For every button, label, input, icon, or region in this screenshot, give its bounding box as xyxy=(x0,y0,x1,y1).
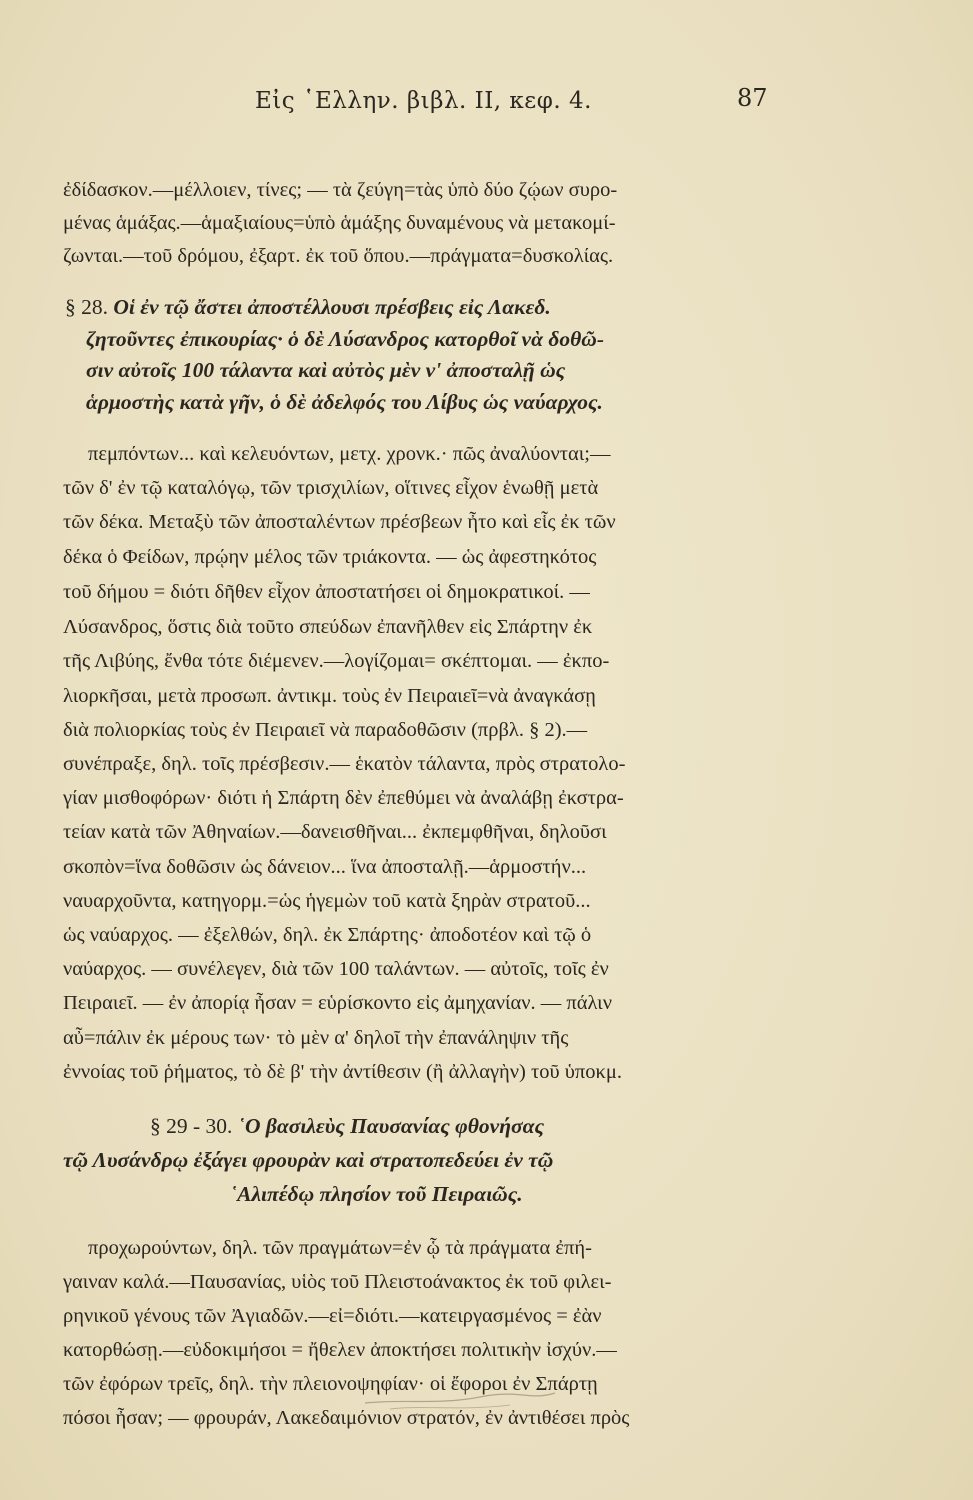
text-line: Πειραιεῖ. — ἐν ἀπορίᾳ ἦσαν = εὑρίσκοντο εἰς ἀμηχανίαν. — πάλιν xyxy=(63,992,612,1014)
text-line: μένας ἁμάξας.—ἁμαξιαίους=ὑπὸ ἁμάξης δυναμένους νὰ μετακομί- xyxy=(63,212,616,234)
running-head: Εἰς ῾Ελλην. βιβλ. II, κεφ. 4. xyxy=(255,88,592,114)
text-line: γαιναν καλά.—Παυσανίας, υἱὸς τοῦ Πλειστοάνακτος ἐκ τοῦ φιλει- xyxy=(63,1271,612,1293)
text-line: διὰ πολιορκίας τοὺς ἐν Πειραιεῖ νὰ παραδοθῶσιν (πρβλ. § 2).— xyxy=(63,719,588,741)
section-number: § 28. xyxy=(65,295,108,319)
heading-text: ῾Ο βασιλεὺς Παυσανίας φθονήσας xyxy=(237,1114,545,1138)
text-line: ἐννοίας τοῦ ῥήματος, τὸ δὲ β' τὴν ἀντίθεσιν (ἢ ἀλλαγὴν) τοῦ ὑποκμ. xyxy=(63,1061,622,1083)
page-header xyxy=(0,84,973,128)
text-line: δέκα ὁ Φείδων, πρῴην μέλος τῶν τριάκοντα. — ὡς ἀφεστηκότος xyxy=(63,546,597,568)
text-line: ναύαρχος. — συνέλεγεν, διὰ τῶν 100 ταλάντων. — αὐτοῖς, τοῖς ἐν xyxy=(63,958,609,980)
text-line: λιορκῆσαι, μετὰ προσωπ. ἀντικμ. τοὺς ἐν Πειραιεῖ=νὰ ἀναγκάσῃ xyxy=(63,685,596,707)
text-line: ὡς ναύαρχος. — ἐξελθών, δηλ. ἐκ Σπάρτης· ἀποδοτέον καὶ τῷ ὁ xyxy=(63,924,592,946)
text-line: συνέπραξε, δηλ. τοῖς πρέσβεσιν.— ἑκατὸν τάλαντα, πρὸς στρατολο- xyxy=(63,753,626,775)
heading-line: τῷ Λυσάνδρῳ ἐξάγει φρουρὰν καὶ στρατοπεδεύει ἐν τῷ xyxy=(63,1148,554,1172)
pencil-scribble xyxy=(360,1375,560,1415)
text-line: ζωνται.—τοῦ δρόμου, ἐξαρτ. ἐκ τοῦ ὅπου.—πράγματα=δυσκολίας. xyxy=(63,245,614,267)
text-line: τοῦ δήμου = διότι δῆθεν εἶχον ἀποστατήσει οἱ δημοκρατικοί. — xyxy=(63,581,590,603)
text-line: τῶν δέκα. Μεταξὺ τῶν ἀποσταλέντων πρέσβεων ἦτο καὶ εἷς ἐκ τῶν xyxy=(63,511,616,533)
text-line: τῶν ἐφόρων τρεῖς, δηλ. τὴν πλειονοψηφίαν· οἱ ἔφοροι ἐν Σπάρτῃ xyxy=(63,1373,598,1395)
text-line: αὖ=πάλιν ἐκ μέρους των· τὸ μὲν α' δηλοῖ τὴν ἐπανάληψιν τῆς xyxy=(63,1027,569,1049)
heading-line: ζητοῦντες ἐπικουρίας· ὁ δὲ Λύσανδρος κατορθοῖ νὰ δοθῶ- xyxy=(86,327,604,351)
heading-line: ἁρμοστὴς κατὰ γῆν, ὁ δὲ ἀδελφός του Λίβυς ὡς ναύαρχος. xyxy=(86,390,603,414)
text-line: πεμπόντων... καὶ κελευόντων, μετχ. χρονκ.· πῶς ἀναλύονται;— xyxy=(88,443,611,465)
section-number: § 29 - 30. xyxy=(150,1114,233,1138)
heading-line: σιν αὐτοῖς 100 τάλαντα καὶ αὐτὸς μὲν ν' ἀποσταλῇ ὡς xyxy=(86,358,566,382)
text-line: προχωρούντων, δηλ. τῶν πραγμάτων=ἐν ᾧ τὰ πράγματα ἐπή- xyxy=(88,1237,592,1259)
section-heading xyxy=(65,293,551,321)
heading-line: ῾Αλιπέδῳ πλησίον τοῦ Πειραιῶς. xyxy=(230,1182,523,1206)
text-line: Λύσανδρος, ὅστις διὰ τοῦτο σπεύδων ἐπανῆλθεν εἰς Σπάρτην ἐκ xyxy=(63,616,593,638)
text-line: τῆς Λιβύης, ἔνθα τότε διέμενεν.—λογίζομαι= σκέπτομαι. — ἐκπο- xyxy=(63,650,610,672)
text-line: γίαν μισθοφόρων· διότι ἡ Σπάρτη δὲν ἐπεθύμει νὰ ἀναλάβῃ ἐκστρα- xyxy=(63,787,624,809)
text-line: τείαν κατὰ τῶν Ἀθηναίων.—δανεισθῆναι... ἐκπεμφθῆναι, δηλοῦσι xyxy=(63,821,607,843)
heading-text: Οἱ ἐν τῷ ἄστει ἀποστέλλουσι πρέσβεις εἰς Λακεδ. xyxy=(113,295,551,319)
section-heading xyxy=(150,1112,544,1140)
text-line: ναυαρχοῦντα, κατηγορμ.=ὡς ἡγεμὼν τοῦ κατὰ ξηρὰν στρατοῦ... xyxy=(63,890,591,912)
text-line: ρηνικοῦ γένους τῶν Ἀγιαδῶν.—εἰ=διότι.—κατειργασμένος = ἐὰν xyxy=(63,1305,602,1327)
text-line: τῶν δ' ἐν τῷ καταλόγῳ, τῶν τρισχιλίων, οἵτινες εἶχον ἑνωθῇ μετὰ xyxy=(63,477,599,499)
text-line: κατορθώσῃ.—εὐδοκιμήσοι = ἤθελεν ἀποκτήσει πολιτικὴν ἰσχύν.— xyxy=(63,1339,617,1361)
text-line: ἐδίδασκον.—μέλλοιεν, τίνες; — τὰ ζεύγη=τὰς ὑπὸ δύο ζῴων συρο- xyxy=(63,179,618,201)
page-number: 87 xyxy=(737,84,768,112)
text-line: σκοπὸν=ἵνα δοθῶσιν ὡς δάνειον... ἵνα ἀποσταλῇ.—ἁρμοστήν... xyxy=(63,856,587,878)
text-line: πόσοι ἦσαν; — φρουράν, Λακεδαιμόνιον στρατόν, ἐν ἀντιθέσει πρὸς xyxy=(63,1407,630,1429)
